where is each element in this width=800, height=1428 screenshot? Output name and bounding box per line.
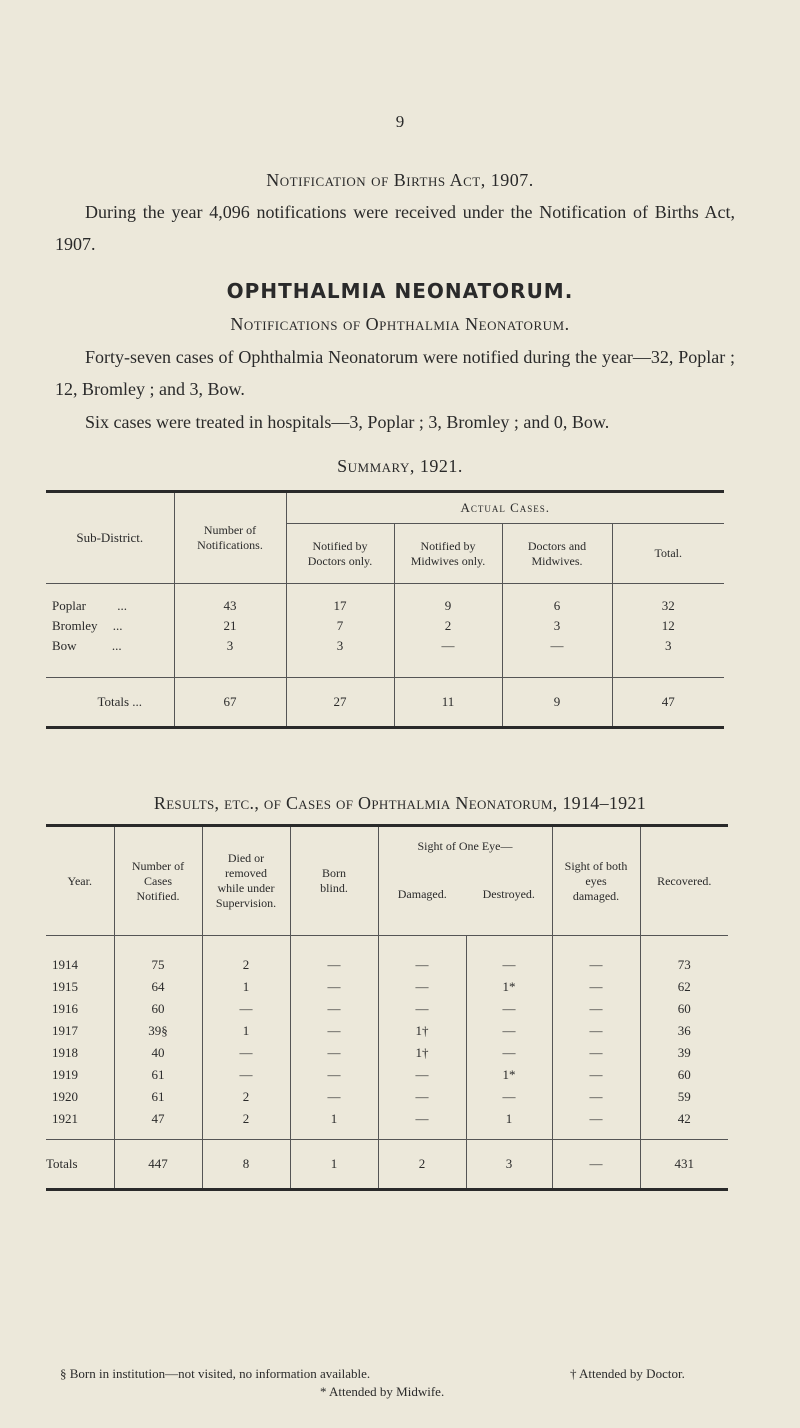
cell-blind: — <box>290 1064 378 1086</box>
cell-year: 1921 <box>52 1110 78 1126</box>
cell-year: 1920 <box>52 1088 78 1104</box>
footnote-asterisk: * Attended by Midwife. <box>320 1384 445 1399</box>
cell-midwives: — <box>394 636 502 656</box>
total-recovered: 431 <box>640 1140 728 1190</box>
cell-damaged: 1† <box>378 1042 466 1064</box>
cell-recovered: 39 <box>640 1042 728 1064</box>
cell-blind: — <box>290 1042 378 1064</box>
cell-recovered: 36 <box>640 1020 728 1042</box>
ophthalmia-paragraph-1: Forty-seven cases of Ophthalmia Neonatorum were notified during the year—32, Poplar ; 12, Bromley ; and 3, Bow. <box>55 347 735 399</box>
cell-damaged: — <box>378 998 466 1020</box>
summary-row-bow <box>46 636 724 656</box>
results-row-1914 <box>46 954 728 976</box>
summary-header-total: Total. <box>612 524 724 584</box>
cell-both-eyes: — <box>552 976 640 998</box>
cell-notified: 39§ <box>114 1020 202 1042</box>
leader-dots: ... <box>117 597 127 613</box>
cell-recovered: 62 <box>640 976 728 998</box>
cell-destroyed: 1* <box>466 976 552 998</box>
cell-doctors: 17 <box>286 596 394 616</box>
cell-damaged: — <box>378 1064 466 1086</box>
total-number: 67 <box>174 678 286 728</box>
cell-notified: 61 <box>114 1086 202 1108</box>
cell-destroyed: — <box>466 1042 552 1064</box>
cell-year: 1917 <box>52 1022 78 1038</box>
cell-destroyed: 1* <box>466 1064 552 1086</box>
footnote-dagger: † Attended by Doctor. <box>570 1366 685 1381</box>
cell-recovered: 73 <box>640 954 728 976</box>
totals-label: Totals ... <box>97 694 143 709</box>
total-notified: 447 <box>114 1140 202 1190</box>
total-total: 47 <box>612 678 724 728</box>
cell-year: 1914 <box>52 956 78 972</box>
summary-table <box>46 490 724 729</box>
cell-year: 1919 <box>52 1066 78 1082</box>
cell-notified: 61 <box>114 1064 202 1086</box>
summary-header-subdistrict: Sub-District. <box>46 492 174 584</box>
subdistrict-name: Poplar <box>52 597 86 613</box>
cell-recovered: 60 <box>640 1064 728 1086</box>
cell-both: 3 <box>502 616 612 636</box>
cell-year: 1915 <box>52 978 78 994</box>
cell-died: 2 <box>202 1086 290 1108</box>
total-damaged: 2 <box>378 1140 466 1190</box>
cell-died: — <box>202 1042 290 1064</box>
cell-year: 1916 <box>52 1000 78 1016</box>
cell-notified: 60 <box>114 998 202 1020</box>
cell-damaged: — <box>378 976 466 998</box>
cell-number: 21 <box>174 616 286 636</box>
summary-title: Summary, 1921. <box>337 456 463 476</box>
summary-header-number: Number of Notifications. <box>174 492 286 584</box>
cell-blind: — <box>290 976 378 998</box>
ophthalmia-paragraph-2: Six cases were treated in hospitals—3, Poplar ; 3, Bromley ; and 0, Bow. <box>85 412 610 432</box>
results-header-destroyed: Destroyed. <box>466 854 552 936</box>
cell-both-eyes: — <box>552 954 640 976</box>
ophthalmia-heading: OPHTHALMIA NEONATORUM. <box>226 279 574 303</box>
cell-recovered: 59 <box>640 1086 728 1108</box>
cell-notified: 64 <box>114 976 202 998</box>
cell-died: 1 <box>202 976 290 998</box>
cell-damaged: 1† <box>378 1020 466 1042</box>
cell-died: — <box>202 1064 290 1086</box>
cell-blind: — <box>290 1086 378 1108</box>
total-midwives: 11 <box>394 678 502 728</box>
cell-died: 1 <box>202 1020 290 1042</box>
cell-both-eyes: — <box>552 1108 640 1130</box>
cell-both-eyes: — <box>552 1086 640 1108</box>
cell-damaged: — <box>378 954 466 976</box>
births-act-title: Notification of Births Act, 1907. <box>266 170 534 190</box>
cell-notified: 75 <box>114 954 202 976</box>
cell-doctors: 3 <box>286 636 394 656</box>
cell-total: 12 <box>612 616 724 636</box>
cell-blind: 1 <box>290 1108 378 1130</box>
cell-both: — <box>502 636 612 656</box>
results-header-one-eye: Sight of One Eye— <box>378 826 552 854</box>
totals-label: Totals <box>46 1156 78 1171</box>
cell-number: 43 <box>174 596 286 616</box>
cell-total: 32 <box>612 596 724 616</box>
page-number: 9 <box>395 112 405 131</box>
total-both: 9 <box>502 678 612 728</box>
cell-both-eyes: — <box>552 1064 640 1086</box>
cell-destroyed: — <box>466 998 552 1020</box>
leader-dots: ... <box>112 617 123 633</box>
cell-both: 6 <box>502 596 612 616</box>
cell-blind: — <box>290 998 378 1020</box>
results-header-died: Died or removed while under Supervision. <box>202 826 290 936</box>
summary-header-doctors: Notified by Doctors only. <box>286 524 394 584</box>
results-header-year: Year. <box>46 826 114 936</box>
cell-died: 2 <box>202 1108 290 1130</box>
results-row-1921 <box>46 1108 728 1130</box>
results-row-1920 <box>46 1086 728 1108</box>
total-died: 8 <box>202 1140 290 1190</box>
results-header-born-blind: Born blind. <box>290 826 378 936</box>
cell-damaged: — <box>378 1108 466 1130</box>
cell-midwives: 9 <box>394 596 502 616</box>
cell-damaged: — <box>378 1086 466 1108</box>
summary-header-both: Doctors and Midwives. <box>502 524 612 584</box>
results-header-damaged: Damaged. <box>378 854 466 936</box>
cell-both-eyes: — <box>552 1042 640 1064</box>
cell-died: 2 <box>202 954 290 976</box>
cell-total: 3 <box>612 636 724 656</box>
results-header-recovered: Recovered. <box>640 826 728 936</box>
results-row-1918 <box>46 1042 728 1064</box>
cell-destroyed: — <box>466 1020 552 1042</box>
total-blind: 1 <box>290 1140 378 1190</box>
cell-died: — <box>202 998 290 1020</box>
cell-blind: — <box>290 1020 378 1042</box>
cell-destroyed: 1 <box>466 1108 552 1130</box>
results-totals-row <box>46 1140 728 1190</box>
cell-recovered: 42 <box>640 1108 728 1130</box>
cell-notified: 40 <box>114 1042 202 1064</box>
summary-header-midwives: Notified by Midwives only. <box>394 524 502 584</box>
cell-destroyed: — <box>466 1086 552 1108</box>
total-both-eyes: — <box>552 1140 640 1190</box>
results-title: Results, etc., of Cases of Ophthalmia Neonatorum, 1914–1921 <box>153 793 647 813</box>
results-header-both-eyes: Sight of both eyes damaged. <box>552 826 640 936</box>
results-row-1917 <box>46 1020 728 1042</box>
leader-dots: ... <box>111 637 122 653</box>
cell-number: 3 <box>174 636 286 656</box>
total-destroyed: 3 <box>466 1140 552 1190</box>
ophthalmia-subheading: Notifications of Ophthalmia Neonatorum. <box>230 314 570 334</box>
total-doctors: 27 <box>286 678 394 728</box>
cell-year: 1918 <box>52 1044 78 1060</box>
results-table <box>46 824 728 1191</box>
cell-both-eyes: — <box>552 998 640 1020</box>
results-header-notified: Number of Cases Notified. <box>114 826 202 936</box>
summary-header-actual: Actual Cases. <box>286 492 724 524</box>
cell-blind: — <box>290 954 378 976</box>
summary-row-bromley <box>46 616 724 636</box>
summary-row-poplar <box>46 596 724 616</box>
footnote-section: § Born in institution—not visited, no information available. <box>60 1366 371 1381</box>
subdistrict-name: Bromley <box>52 617 98 633</box>
cell-midwives: 2 <box>394 616 502 636</box>
subdistrict-name: Bow <box>52 637 77 653</box>
births-act-paragraph: During the year 4,096 notifications were received under the Notification of Births Act, 1907. <box>55 202 735 254</box>
results-row-1915 <box>46 976 728 998</box>
cell-destroyed: — <box>466 954 552 976</box>
cell-notified: 47 <box>114 1108 202 1130</box>
cell-doctors: 7 <box>286 616 394 636</box>
summary-totals-row <box>46 678 724 728</box>
results-row-1916 <box>46 998 728 1020</box>
results-row-1919 <box>46 1064 728 1086</box>
cell-recovered: 60 <box>640 998 728 1020</box>
cell-both-eyes: — <box>552 1020 640 1042</box>
